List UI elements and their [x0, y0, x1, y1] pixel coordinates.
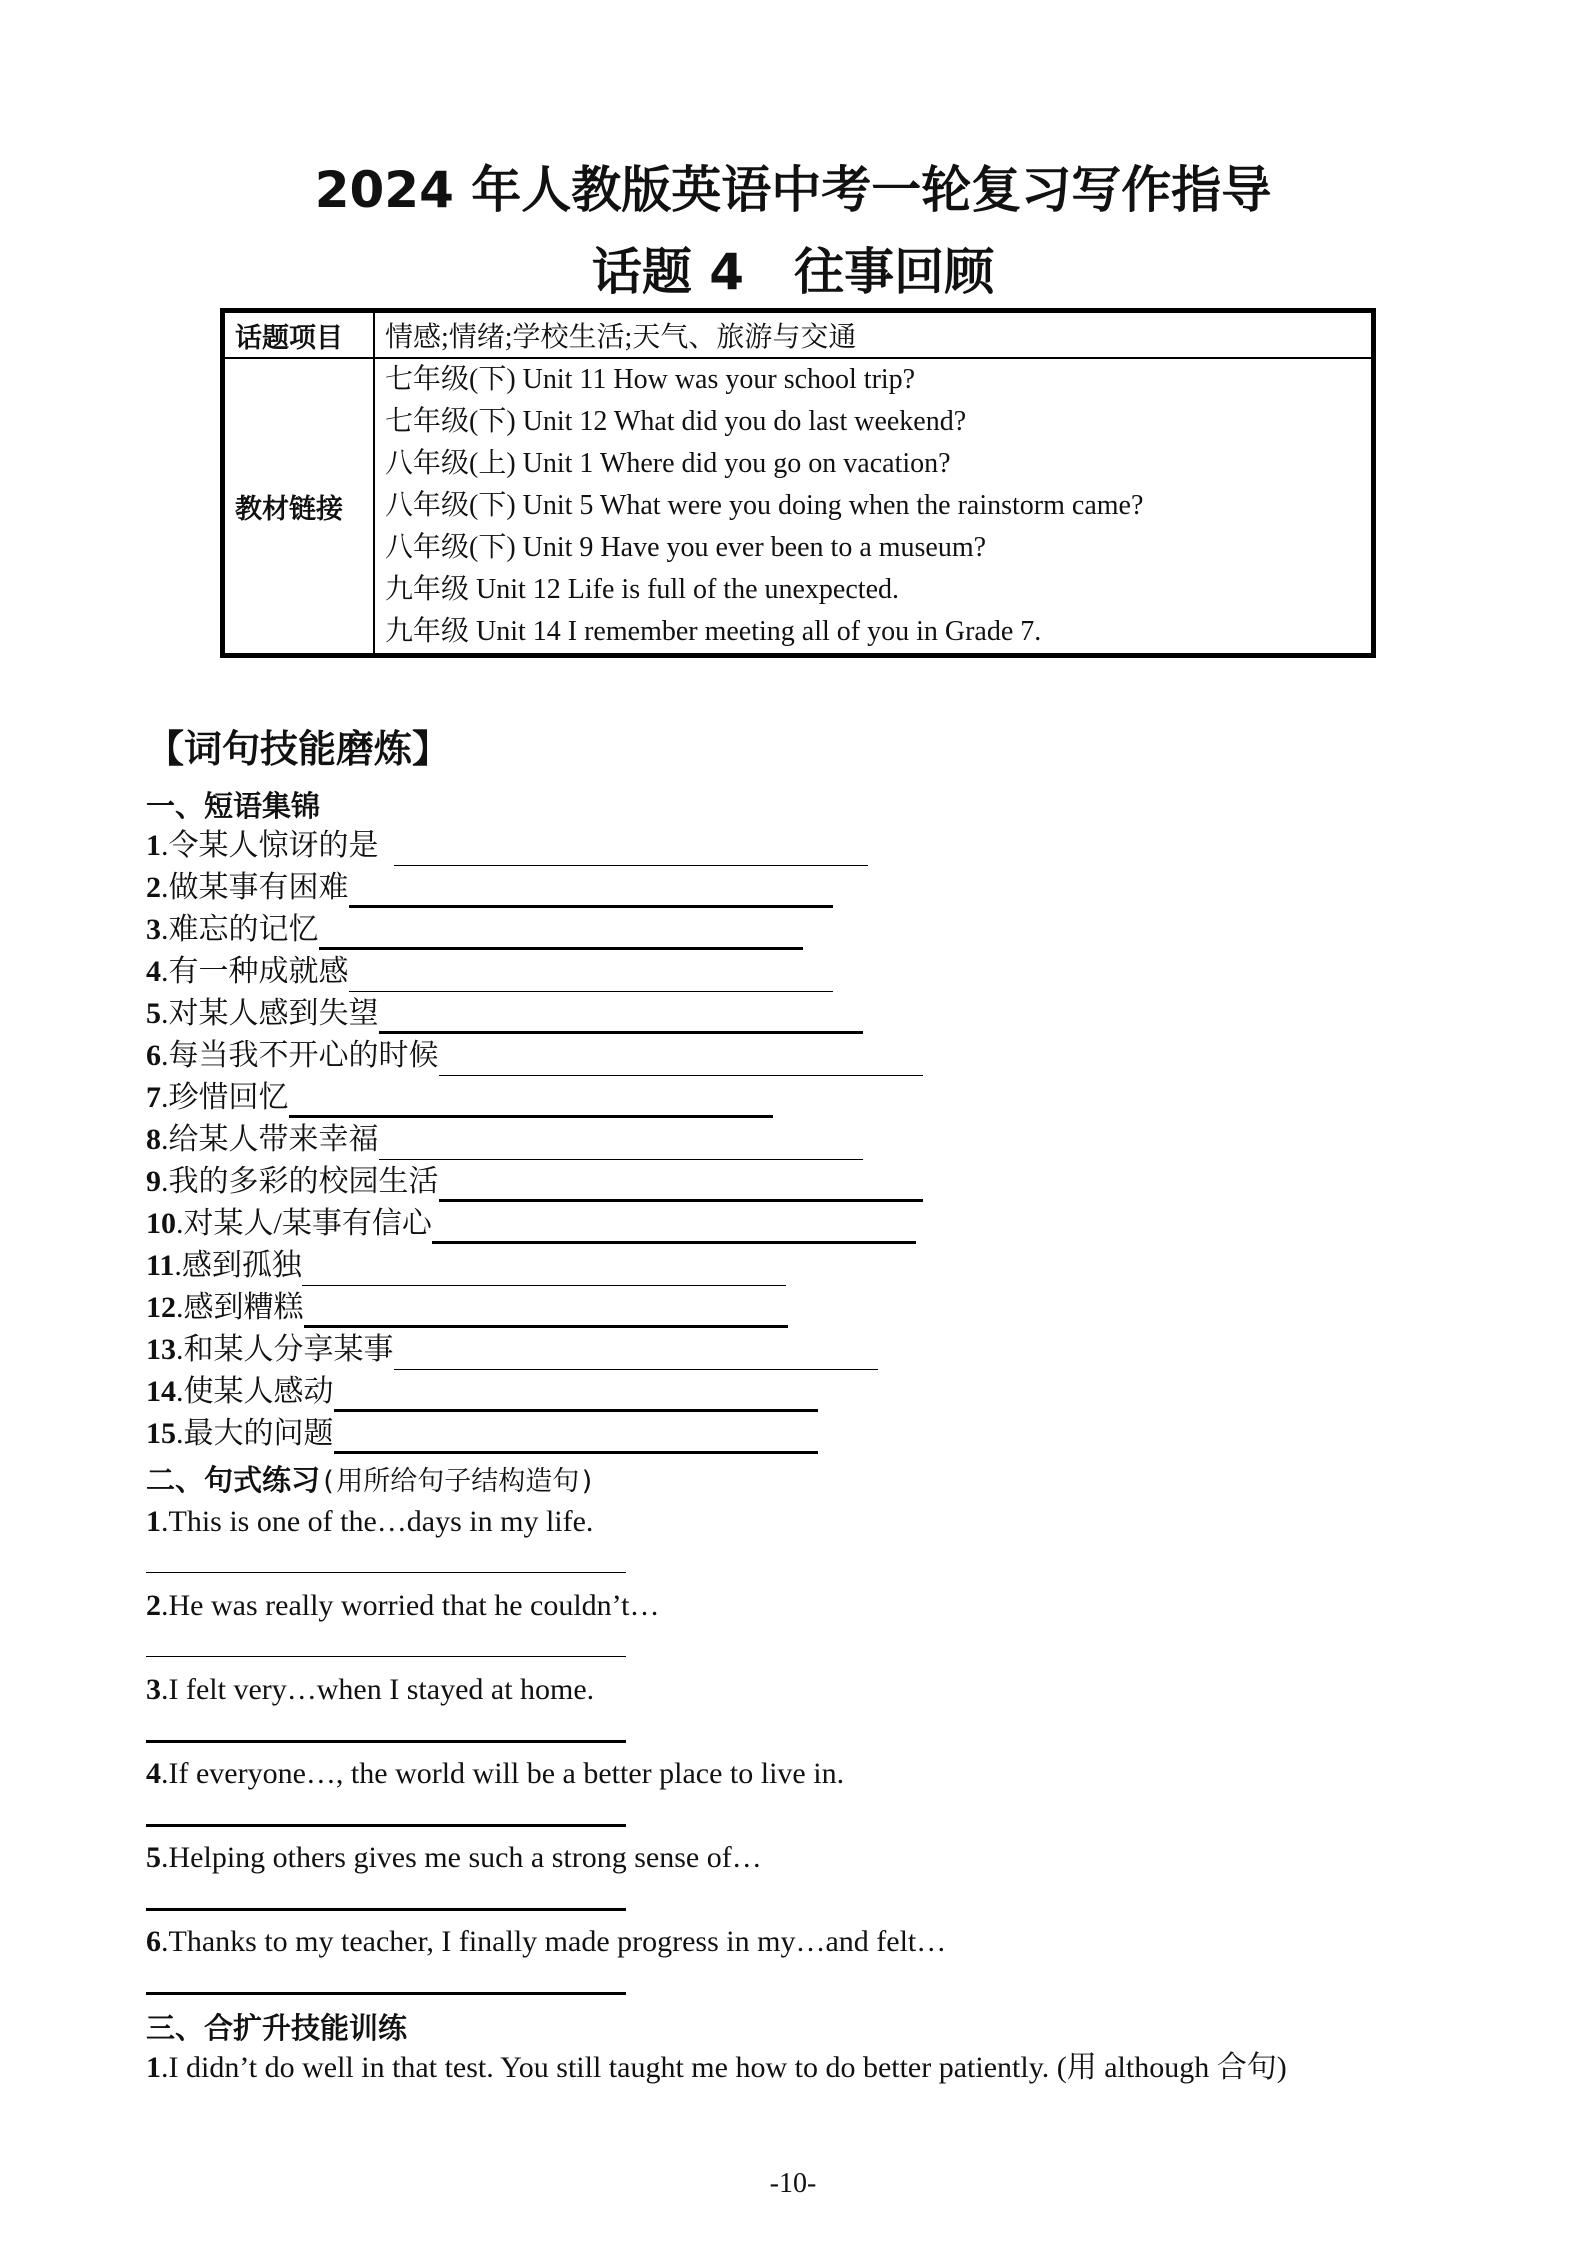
- answer-blank[interactable]: [319, 919, 803, 950]
- textbook-link: 八年级(上) Unit 1 Where did you go on vacation?: [385, 448, 951, 479]
- answer-line[interactable]: [146, 1992, 626, 1995]
- answer-blank[interactable]: [379, 1003, 863, 1034]
- textbook-link: 九年级 Unit 12 Life is full of the unexpected.: [385, 574, 899, 605]
- phrase-item: 13.和某人分享某事: [146, 1330, 878, 1370]
- textbook-link: 八年级(下) Unit 5 What were you doing when the rainstorm came?: [385, 490, 1144, 521]
- answer-line[interactable]: [146, 1656, 626, 1657]
- sentence-item: 3.I felt very…when I stayed at home.: [146, 1673, 595, 1706]
- answer-blank[interactable]: [432, 1213, 916, 1244]
- textbook-link: 八年级(下) Unit 9 Have you ever been to a museum?: [385, 532, 987, 563]
- sentence-item: 5.Helping others gives me such a strong sense of…: [146, 1841, 762, 1874]
- info-table: [220, 308, 1376, 658]
- links-label: 教材链接: [223, 358, 375, 656]
- answer-blank[interactable]: [439, 1047, 923, 1076]
- textbook-link: 七年级(下) Unit 11 How was your school trip?: [385, 364, 916, 395]
- topic-value: 情感;情绪;学校生活;天气、旅游与交通: [374, 311, 1374, 359]
- phrase-item: 8.给某人带来幸福: [146, 1120, 863, 1160]
- textbook-link: 七年级(下) Unit 12 What did you do last weekend?: [385, 406, 967, 437]
- links-cell: [374, 358, 1374, 656]
- part1-heading: 一、短语集锦: [146, 789, 321, 823]
- answer-blank[interactable]: [289, 1087, 773, 1118]
- answer-line[interactable]: [146, 1740, 626, 1743]
- answer-blank[interactable]: [304, 1297, 788, 1328]
- phrase-item: 10.对某人/某事有信心: [146, 1204, 916, 1244]
- answer-line[interactable]: [146, 1908, 626, 1911]
- topic-row: [223, 311, 1374, 359]
- answer-blank[interactable]: [349, 963, 833, 992]
- answer-blank[interactable]: [394, 837, 868, 866]
- answer-blank[interactable]: [302, 1257, 786, 1286]
- sentence-item: 4.If everyone…, the world will be a better place to live in.: [146, 1757, 845, 1790]
- part3-heading: 三、合扩升技能训练: [146, 2011, 408, 2045]
- page-title: 2024 年人教版英语中考一轮复习写作指导: [314, 161, 1272, 219]
- answer-blank[interactable]: [439, 1171, 923, 1202]
- phrase-item: 14.使某人感动: [146, 1372, 818, 1412]
- answer-line[interactable]: [146, 1824, 626, 1827]
- answer-blank[interactable]: [334, 1423, 818, 1454]
- answer-blank[interactable]: [394, 1341, 878, 1370]
- textbook-link: 九年级 Unit 14 I remember meeting all of you in Grade 7.: [385, 616, 1042, 647]
- sentence-item: 1.This is one of the…days in my life.: [146, 1505, 594, 1538]
- sentence-item: 6.Thanks to my teacher, I finally made progress in my…and felt…: [146, 1925, 947, 1958]
- phrase-item: 1.令某人惊讶的是: [146, 826, 868, 866]
- answer-blank[interactable]: [334, 1381, 818, 1412]
- topic-label: 话题项目: [223, 311, 375, 359]
- sentence-item: 1.I didn’t do well in that test. You still taught me how to do better patiently. (用 although 合句): [146, 2051, 1287, 2084]
- phrase-item: 3.难忘的记忆: [146, 910, 803, 950]
- phrase-item: 11.感到孤独: [146, 1246, 786, 1286]
- part2-instruction: (用所给句子结构造句): [320, 1466, 596, 1497]
- sentence-item: 2.He was really worried that he couldn’t…: [146, 1589, 660, 1622]
- answer-blank[interactable]: [349, 877, 833, 908]
- part2-heading: 二、句式练习(用所给句子结构造句): [146, 1463, 596, 1497]
- phrase-item: 6.每当我不开心的时候: [146, 1036, 923, 1076]
- phrase-item: 4.有一种成就感: [146, 952, 833, 992]
- section-heading: 【词句技能磨炼】: [146, 727, 451, 771]
- phrase-item: 12.感到糟糕: [146, 1288, 788, 1328]
- topic-subtitle: 话题 4 往事回顾: [591, 243, 995, 301]
- phrase-item: 15.最大的问题: [146, 1414, 818, 1454]
- answer-line[interactable]: [146, 1572, 626, 1573]
- links-row: [223, 358, 1374, 656]
- phrase-item: 7.珍惜回忆: [146, 1078, 773, 1118]
- page-number: -10-: [769, 2168, 817, 2199]
- answer-blank[interactable]: [379, 1131, 863, 1160]
- phrase-item: 5.对某人感到失望: [146, 994, 863, 1034]
- phrase-item: 9.我的多彩的校园生活: [146, 1162, 923, 1202]
- phrase-item: 2.做某事有困难: [146, 868, 833, 908]
